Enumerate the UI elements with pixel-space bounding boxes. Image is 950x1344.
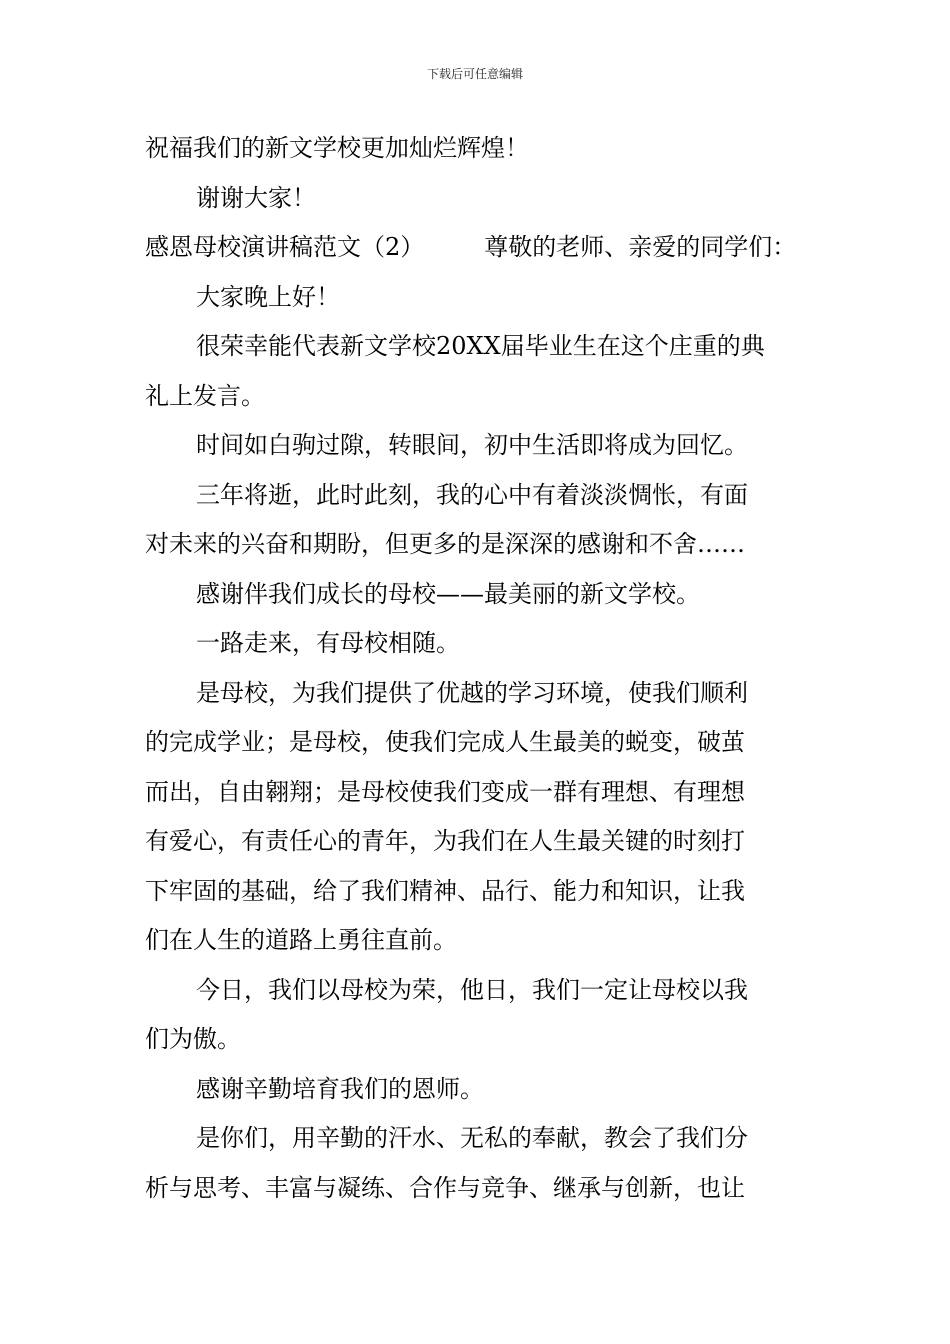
text-line: 三年将逝，此时此刻，我的心中有着淡淡惆怅，有面 <box>196 480 748 509</box>
text-line: 时间如白驹过隙，转眼间，初中生活即将成为回忆。 <box>196 431 748 459</box>
salutation: 尊敬的老师、亲爱的同学们： <box>484 233 797 261</box>
text-line: 很荣幸能代表新文学校20XX届毕业生在这个庄重的典 <box>196 332 765 360</box>
speech-body <box>145 124 807 1213</box>
text-line: 有爱心，有责任心的青年，为我们在人生最关键的时刻打 <box>145 827 745 855</box>
text-line: 是你们，用辛勤的汗水、无私的奉献，教会了我们分 <box>196 1124 748 1152</box>
text-line: 们为傲。 <box>145 1025 241 1053</box>
section-title: 感恩母校演讲稿范文（2） <box>145 233 425 261</box>
text-line: 今日，我们以母校为荣，他日，我们一定让母校以我 <box>196 975 748 1004</box>
text-line: 礼上发言。 <box>145 381 265 410</box>
text-line: 祝福我们的新文学校更加灿烂辉煌！ <box>145 134 529 162</box>
page-header: 下载后可任意编辑 <box>426 67 523 81</box>
text-line: 谢谢大家！ <box>196 183 316 212</box>
text-line: 是母校，为我们提供了优越的学习环境，使我们顺利 <box>196 678 748 707</box>
text-line: 大家晚上好！ <box>196 282 340 311</box>
title-line <box>145 223 807 273</box>
text-line: 对未来的兴奋和期盼，但更多的是深深的感谢和不舍…… <box>145 530 745 558</box>
text-line: 而出，自由翱翔；是母校使我们变成一群有理想、有理想 <box>145 777 745 806</box>
text-line: 们在人生的道路上勇往直前。 <box>145 926 457 954</box>
text-line: 的完成学业；是母校，使我们完成人生最美的蜕变，破茧 <box>145 728 745 756</box>
text-line: 析与思考、丰富与凝练、合作与竞争、继承与创新，也让 <box>145 1173 745 1202</box>
text-line: 感谢辛勤培育我们的恩师。 <box>196 1074 484 1103</box>
text-line: 一路走来，有母校相随。 <box>196 629 460 657</box>
text-line: 下牢固的基础，给了我们精神、品行、能力和知识，让我 <box>145 876 745 905</box>
text-line: 感谢伴我们成长的母校——最美丽的新文学校。 <box>196 579 700 608</box>
